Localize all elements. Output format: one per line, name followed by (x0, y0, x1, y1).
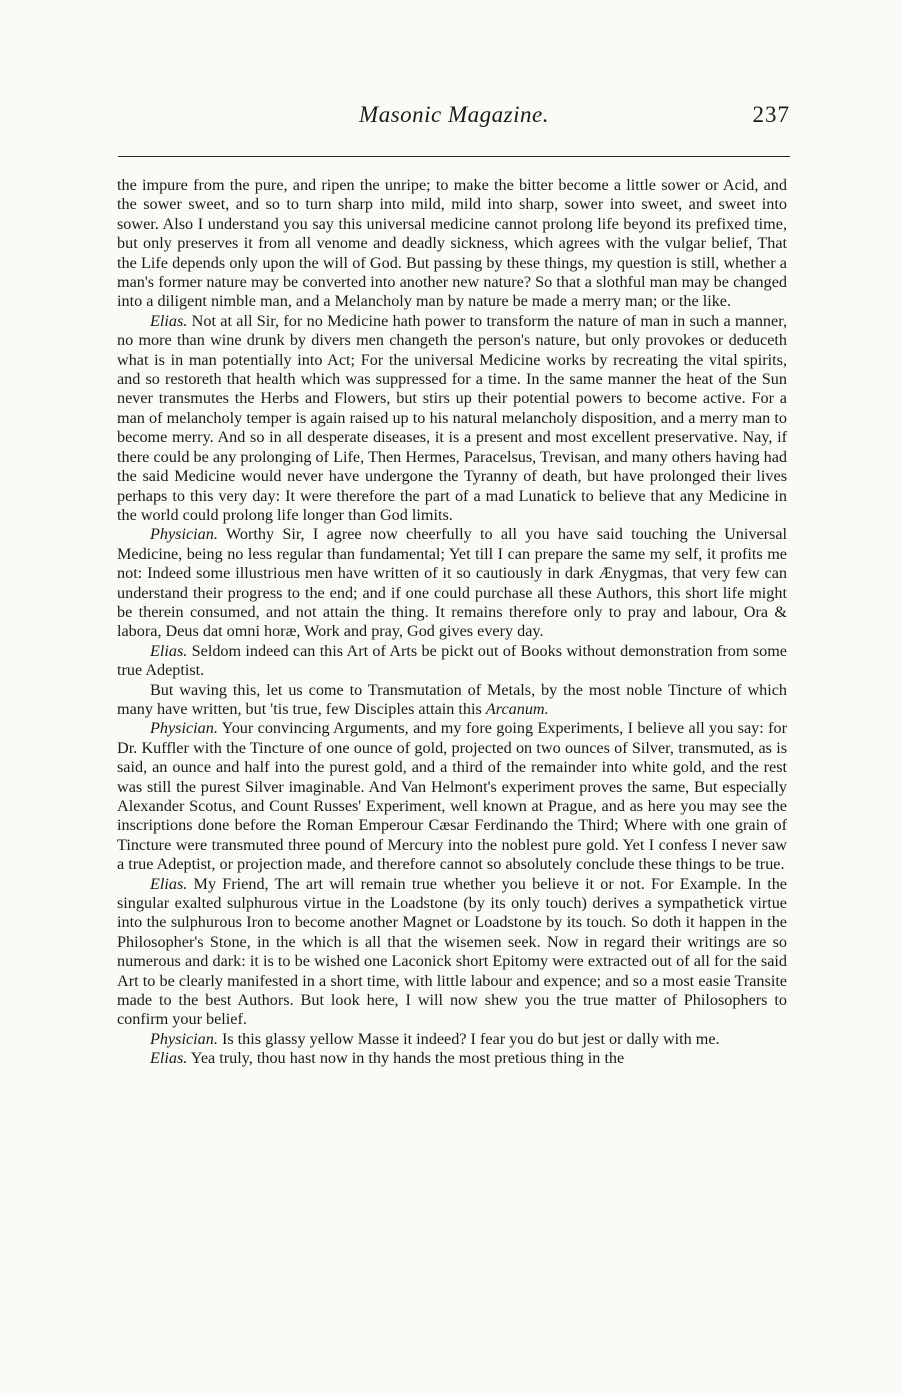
paragraph (117, 719, 787, 874)
paragraph (117, 1049, 787, 1068)
speaker-name: Physician. (150, 525, 218, 544)
paragraph (117, 875, 787, 1030)
paragraph-text: the impure from the pure, and ripen the unripe; to make the bitter become a little sower or Acid, and the sower sweet, and so to turn sharp into mild, mild into sharp, sower into sweet, and sweet into sower. Also I understand you say this universal medicine cannot prolong life beyond its prefixed time, but only preserves it from all venome and deadly sickness, which agrees with the vulgar belief, That the Life depends only upon the will of God. But passing by these things, my question is still, whether a man's former nature may be converted into another new nature? So that a slothful man may be changed into a diligent nimble man, and a Melancholy man by nature be made a merry man; or the like. (117, 176, 787, 311)
paragraph (117, 681, 787, 720)
speaker-name: Elias. (150, 1049, 188, 1068)
paragraph-text: Not at all Sir, for no Medicine hath power to transform the nature of man in such a manner, no more than wine drunk by divers men changeth the person's nature, but only provokes or deduceth what is in man potentially into Act; For the universal Medicine works by recreating the vital spirits, and so restoreth that health which was suppressed for a time. In the same manner the heat of the Sun never transmutes the Herbs and Flowers, but stirs up their potential powers to become active. For a man of melancholy temper is again raised up to his natural melancholy disposition, and a merry man to become merry. And so in all desperate diseases, it is a present and most excellent preservative. Nay, if there could be any prolonging of Life, Then Hermes, Paracelsus, Trevisan, and many others having had the said Medicine would never have undergone the Tyranny of death, but have prolonged their lives perhaps to this very day: It were therefore the part of a mad Lunatick to believe that any Medicine in the world could prolong life longer than God limits. (117, 311, 787, 524)
page-number: 237 (752, 102, 790, 127)
paragraph (117, 525, 787, 641)
page-header (118, 100, 790, 140)
body-text (117, 176, 787, 1069)
speaker-name: Physician. (150, 1029, 218, 1048)
paragraph-text: But waving this, let us come to Transmutation of Metals, by the most noble Tincture of which many have written, but 'tis true, few Disciples attain this (117, 680, 787, 718)
paragraph-text: Seldom indeed can this Art of Arts be pickt out of Books without demonstration from some true Adeptist. (117, 641, 787, 680)
paragraph-text: Yea truly, thou hast now in thy hands the most pretious thing in the (187, 1049, 625, 1068)
paragraph-text: Your convincing Arguments, and my fore going Experiments, I believe all you say: for Dr. Kuffler with the Tincture of one ounce of gold, projected on two ounces of Silver, transmuted, as is said, an ounce and half into the purest gold, and a third of the remainder into white gold, and the rest was still the purest Silver imaginable. And Van Helmont's experiment proves the same, But especially Alexander Scotus, and Count Russes' Experiment, well known at Prague, and as here you may see the inscriptions done before the Roman Emperour Cæsar Ferdinando the Third; Where with one grain of Tincture were transmuted three pound of Mercury into the noblest pure gold. Yet I confess I never saw a true Adeptist, or projection made, and therefore cannot so absolutely conclude these things to be true. (117, 719, 787, 874)
paragraph (117, 642, 787, 681)
paragraph-text: Is this glassy yellow Masse it indeed? I fear you do but jest or dally with me. (217, 1029, 720, 1048)
header-rule (118, 156, 790, 157)
paragraph-text: Worthy Sir, I agree now cheerfully to all you have said touching the Universal Medicine, being no less regular than fundamental; Yet till I can prepare the same my self, it profits me not: Indeed some illustrious men have written of it so cautiously in dark Ænygmas, that very few can understand their progress to the end; and if one could purchase all these Authors, this short life might be therein consumed, and not attain the thing. It remains therefore only to pray and labour, Ora & labora, Deus dat omni horæ, Work and pray, God gives every day. (117, 525, 787, 641)
paragraph (117, 176, 787, 312)
speaker-name: Elias. (150, 641, 188, 660)
speaker-name: Physician. (150, 719, 218, 738)
speaker-name: Elias. (150, 874, 188, 893)
paragraph-tail: Arcanum. (485, 699, 549, 718)
paragraph (117, 1030, 787, 1049)
paragraph-text: My Friend, The art will remain true whether you believe it or not. For Example. In the singular exalted sulphurous virtue in the Loadstone (by its only touch) derives a sympathetick virtue into the sulphurous Iron to become another Magnet or Loadstone by its touch. So doth it happen in the Philosopher's Stone, in the which is all that the wisemen seek. Now in regard their writings are so numerous and dark: it is to be wished one Laconick short Epitomy were extracted out of all for the said Art to be clearly manifested in a short time, with little labour and expence; and so a most easie Transite made to the best Authors. But look here, I will now shew you the true matter of Philosophers to confirm your belief. (117, 874, 787, 1029)
speaker-name: Elias. (150, 311, 188, 330)
paragraph (117, 312, 787, 525)
running-title: Masonic Magazine. (359, 102, 549, 127)
